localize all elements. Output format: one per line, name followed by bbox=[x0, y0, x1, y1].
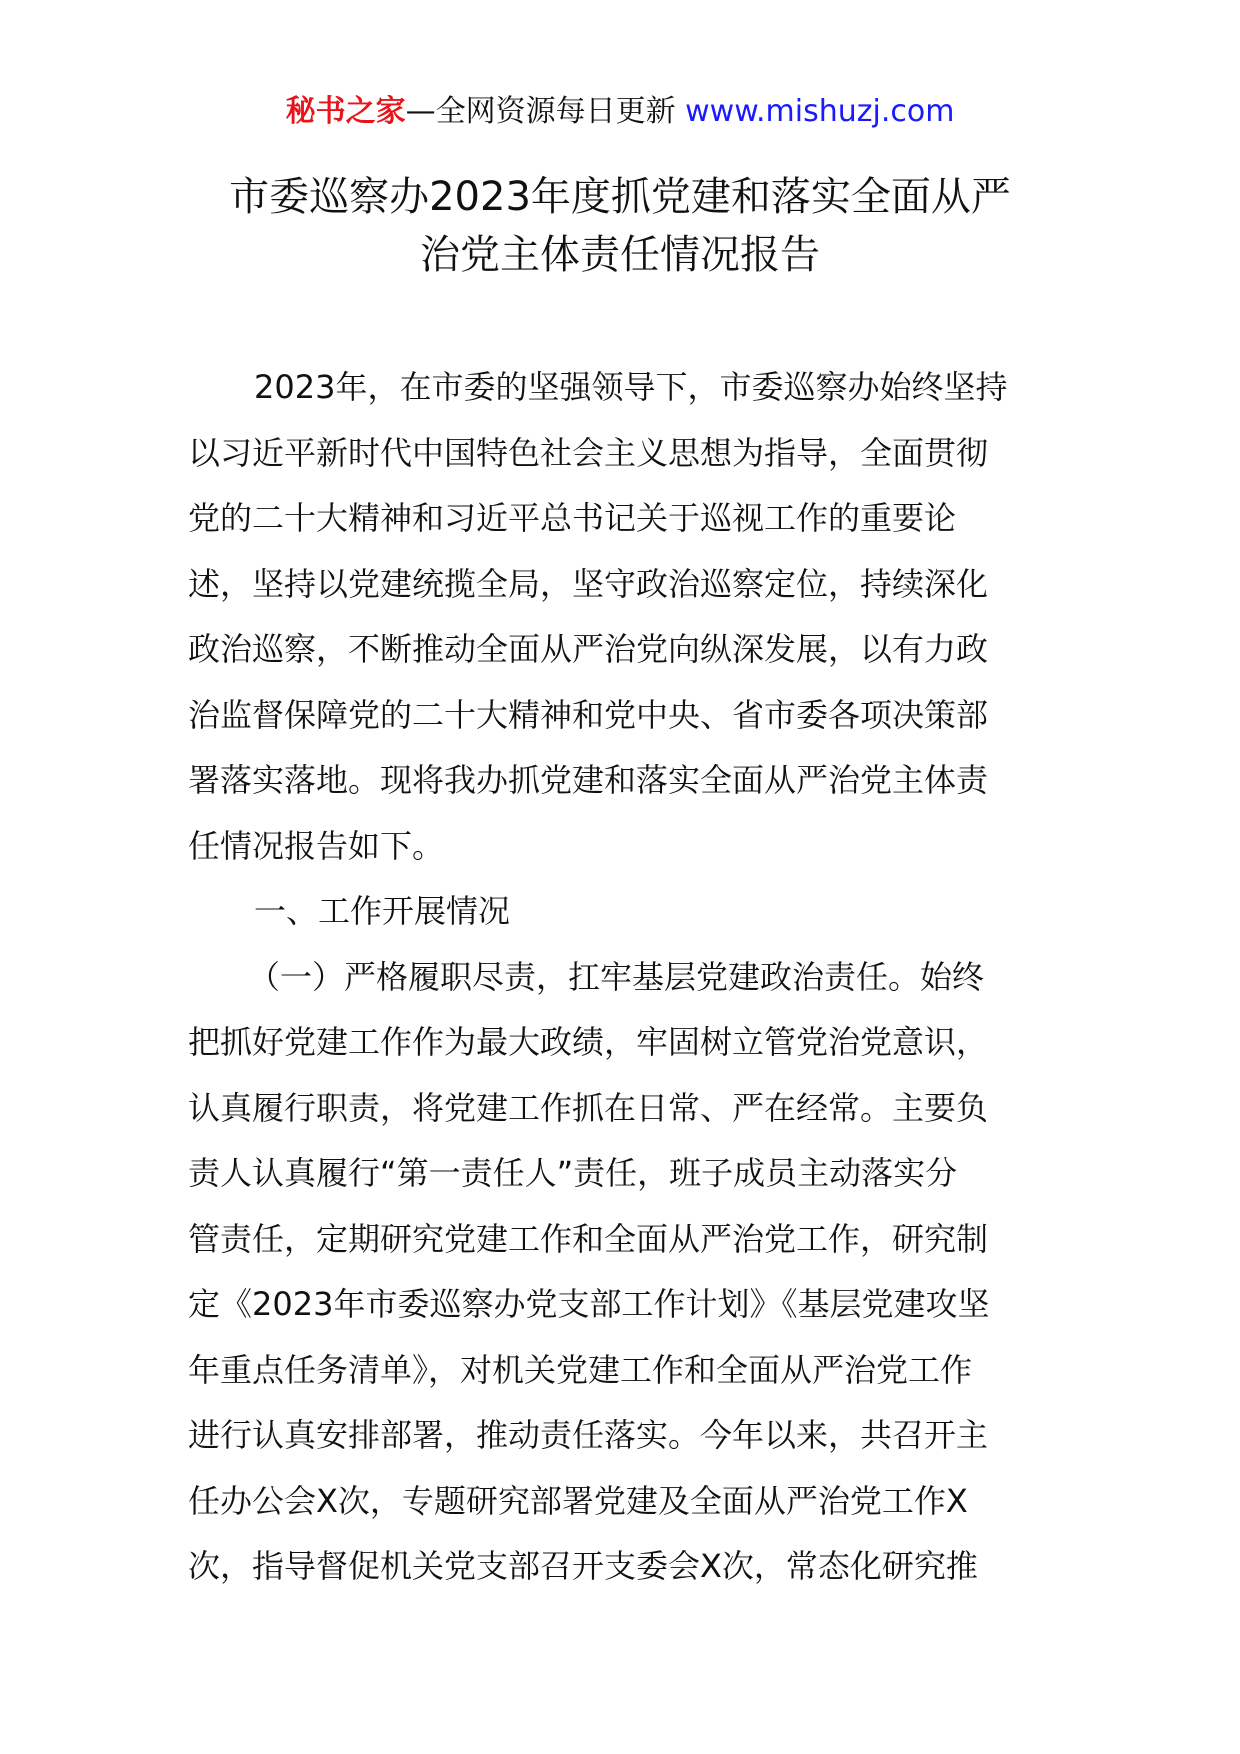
paragraph-section-1-line: 任办公会X次，专题研究部署党建及全面从严治党工作X bbox=[188, 1481, 968, 1520]
paragraph-section-1-line: 管责任，定期研究党建工作和全面从严治党工作，研究制 bbox=[188, 1219, 989, 1258]
paragraph-intro-line: 以习近平新时代中国特色社会主义思想为指导，全面贯彻 bbox=[188, 433, 989, 472]
paragraph-section-1-line: 把抓好党建工作作为最大政绩，牢固树立管党治党意识， bbox=[188, 1023, 989, 1061]
paragraph-intro-line: 党的二十大精神和习近平总书记关于巡视工作的重要论 bbox=[188, 499, 957, 537]
site-header bbox=[0, 92, 1240, 132]
paragraph-section-1-line: 责人认真履行“第一责任人”责任，班子成员主动落实分 bbox=[188, 1154, 958, 1192]
paragraph-section-1-line: 进行认真安排部署，推动责任落实。今年以来，共召开主 bbox=[188, 1416, 989, 1454]
document-title bbox=[0, 168, 1240, 284]
title-line-1: 市委巡察办2023年度抓党建和落实全面从严 bbox=[229, 174, 1011, 220]
paragraph-section-1-line: 认真履行职责，将党建工作抓在日常、严在经常。主要负 bbox=[188, 1088, 989, 1127]
paragraph-section-1-line: （一）严格履职尽责，扛牢基层党建政治责任。始终 bbox=[248, 957, 985, 996]
paragraph-intro-line: 任情况报告如下。 bbox=[188, 826, 445, 865]
paragraph-intro-line: 署落实落地。现将我办抓党建和落实全面从严治党主体责 bbox=[188, 761, 989, 799]
header-tagline: —全网资源每日更新 bbox=[405, 94, 676, 129]
paragraph-intro-line: 2023年，在市委的坚强领导下，市委巡察办始终坚持 bbox=[254, 368, 1008, 406]
paragraph-intro-line: 政治巡察，不断推动全面从严治党向纵深发展，以有力政 bbox=[188, 630, 989, 668]
paragraph-section-1-line: 年重点任务清单》，对机关党建工作和全面从严治党工作 bbox=[188, 1350, 973, 1389]
paragraph-section-1-line: 定《2023年市委巡察办党支部工作计划》《基层党建攻坚 bbox=[188, 1285, 990, 1323]
brand-name: 秘书之家 bbox=[285, 94, 406, 129]
site-url-link[interactable]: www.mishuzj.com bbox=[685, 94, 955, 129]
paragraph-section-1-line: 次，指导督促机关党支部召开支委会X次，常态化研究推 bbox=[188, 1547, 978, 1585]
paragraph-intro-line: 治监督保障党的二十大精神和党中央、省市委各项决策部 bbox=[188, 695, 989, 734]
title-line-2: 治党主体责任情况报告 bbox=[420, 232, 820, 278]
section-heading: 一、工作开展情况 bbox=[254, 892, 511, 930]
document-body bbox=[188, 355, 1058, 1600]
paragraph-intro-line: 述，坚持以党建统揽全局，坚守政治巡察定位，持续深化 bbox=[188, 564, 989, 603]
